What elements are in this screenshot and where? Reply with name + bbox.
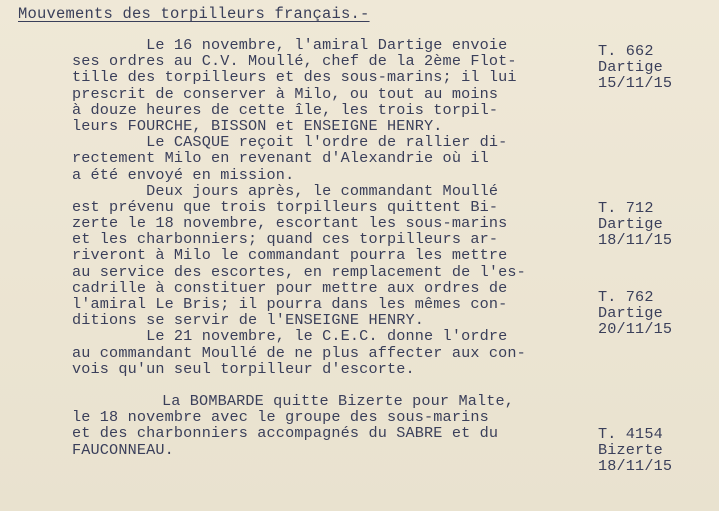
reference-note-1 [598, 43, 708, 92]
paragraph-3 [72, 393, 592, 458]
text-line: l'amiral Le Bris; il pourra dans les mêmes con- [72, 295, 508, 313]
reference-line: T. 662 [598, 42, 654, 60]
text-line: a été envoyé en mission. [72, 165, 295, 184]
reference-line: 15/11/15 [598, 74, 673, 93]
reference-note-2 [598, 200, 708, 249]
text-line: La BOMBARDE quitte Bizerte pour Malte, [162, 391, 515, 410]
text-line: et des charbonniers accompagnés du SABRE et du [72, 424, 499, 443]
paragraph-gap [72, 377, 592, 393]
paragraph-2 [72, 183, 592, 377]
text-line: FAUCONNEAU. [72, 440, 174, 459]
text-line: et les charbonniers; quand ces torpilleurs ar- [72, 230, 499, 249]
text-line: tille des torpilleurs et des sous-marins; il lui [72, 68, 517, 87]
text-line: leurs FOURCHE, BISSON et ENSEIGNE HENRY. [72, 116, 443, 135]
reference-line: Bizerte [598, 441, 663, 460]
reference-line: 20/11/15 [598, 320, 673, 339]
text-line: Le 21 novembre, le C.E.C. donne l'ordre [72, 327, 508, 346]
text-line: Le CASQUE reçoit l'ordre de rallier di- [72, 133, 508, 152]
reference-line: T. 712 [598, 199, 654, 217]
document-body [72, 37, 592, 458]
reference-line: Dartige [598, 215, 663, 234]
text-line: Deux jours après, le commandant Moullé [72, 181, 499, 200]
text-line: au commandant Moullé de ne plus affecter aux con- [72, 343, 526, 362]
text-line: est prévenu que trois torpilleurs quittent Bi- [72, 197, 499, 216]
reference-note-3 [598, 289, 708, 338]
text-line: ditions se servir de l'ENSEIGNE HENRY. [72, 311, 425, 330]
text-line: vois qu'un seul torpilleur d'escorte. [72, 359, 415, 378]
text-line: riveront à Milo le commandant pourra les mettre [72, 246, 508, 265]
text-line: le 18 novembre avec le groupe des sous-marins [72, 408, 489, 427]
reference-note-4 [598, 426, 708, 475]
reference-line: 18/11/15 [598, 231, 673, 250]
page-title: Mouvements des torpilleurs français.- [18, 5, 370, 23]
paragraph-1 [72, 37, 592, 183]
text-line: ses ordres au C.V. Moullé, chef de la 2ème Flot- [72, 52, 517, 71]
text-line: à douze heures de cette île, les trois torpil- [72, 100, 499, 119]
text-line: Le 16 novembre, l'amiral Dartige envoie [72, 36, 508, 54]
reference-line: Dartige [598, 304, 663, 323]
reference-line: T. 762 [598, 288, 654, 306]
text-line: prescrit de conserver à Milo, ou tout au moins [72, 84, 499, 103]
text-line: zerte le 18 novembre, escortant les sous-marins [72, 214, 508, 233]
reference-line: T. 4154 [598, 425, 663, 443]
text-line: cadrille à constituer pour mettre aux ordres de [72, 278, 508, 297]
reference-line: Dartige [598, 58, 663, 77]
text-line: au service des escortes, en remplacement de l'es- [72, 262, 526, 281]
text-line: rectement Milo en revenant d'Alexandrie où il [72, 149, 489, 168]
reference-line: 18/11/15 [598, 457, 673, 476]
